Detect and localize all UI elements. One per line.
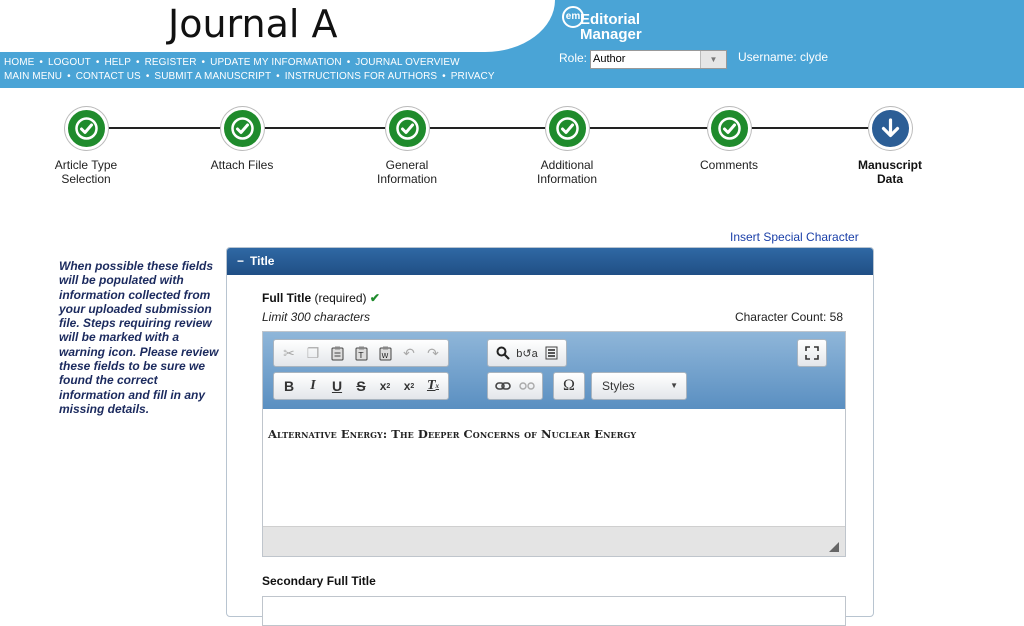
cut-icon[interactable]: ✂: [283, 344, 295, 361]
resize-grip-icon[interactable]: [829, 542, 839, 552]
paste-word-icon[interactable]: [373, 342, 397, 364]
nav-separator: •: [442, 71, 446, 82]
check-icon: [708, 107, 751, 150]
editor-statusbar: [263, 526, 845, 556]
nav-separator: •: [201, 57, 206, 68]
nav-register[interactable]: REGISTER: [144, 57, 197, 68]
arrow-down-icon: [869, 107, 912, 150]
maximize-icon[interactable]: [797, 339, 827, 367]
nav-separator: •: [39, 57, 44, 68]
step-label-line2: Data: [876, 172, 903, 186]
step-label-line1: Comments: [699, 158, 758, 172]
underline-icon[interactable]: U: [331, 378, 343, 394]
side-note: When possible these fields will be populated with information collected from your uploaded submission file. Steps requiring review will be marked with a warning icon. Please review these fields to be sure we found the correct information and fill in any missing details.: [59, 259, 219, 416]
nav-separator: •: [95, 57, 100, 68]
step-label: [502, 158, 632, 186]
find-group: [487, 339, 567, 367]
replace-icon[interactable]: b↺a: [516, 347, 538, 360]
omega-icon[interactable]: Ω: [563, 377, 575, 394]
check-icon: [65, 107, 108, 150]
step-label: [21, 158, 151, 186]
checkmark-icon: ✔: [369, 291, 380, 305]
editor-content-area[interactable]: [263, 409, 845, 526]
check-icon: [546, 107, 589, 150]
nav-privacy[interactable]: PRIVACY: [450, 71, 495, 82]
editorial-manager-logo: [560, 3, 660, 47]
italic-icon[interactable]: I: [310, 378, 316, 393]
em-logo-line2: Manager: [580, 26, 642, 43]
check-icon: [221, 107, 264, 150]
step-label-line1: Attach Files: [210, 158, 274, 172]
chevron-down-icon: ▼: [700, 51, 726, 68]
redo-icon[interactable]: ↷: [427, 344, 439, 361]
nav-instructions[interactable]: INSTRUCTIONS FOR AUTHORS: [284, 71, 438, 82]
select-all-icon[interactable]: [539, 342, 563, 364]
styles-dropdown[interactable]: [591, 372, 687, 400]
paste-icon[interactable]: [325, 342, 349, 364]
step-label: [342, 158, 472, 186]
step-label-line1: General: [385, 158, 429, 172]
format-group: [273, 372, 449, 400]
step-label-line1: Additional: [540, 158, 594, 172]
nav-separator: •: [276, 71, 280, 82]
step-label: [664, 158, 794, 172]
search-icon[interactable]: [491, 342, 515, 364]
nav-help[interactable]: HELP: [104, 57, 131, 68]
nav-home[interactable]: HOME: [4, 57, 35, 68]
nav-separator: •: [67, 71, 71, 82]
bold-icon[interactable]: B: [283, 378, 295, 394]
insert-special-character-link[interactable]: Insert Special Character: [730, 230, 859, 244]
panel-header[interactable]: [227, 248, 873, 275]
username-display: Username: clyde: [738, 50, 829, 64]
special-char-group: [553, 372, 585, 400]
collapse-icon[interactable]: −: [237, 254, 245, 268]
step-label-line2: Information: [536, 172, 598, 186]
step-additional-information[interactable]: [502, 107, 632, 186]
em-logo-text: [580, 12, 642, 42]
superscript-icon[interactable]: x 2: [379, 379, 391, 393]
step-article-type[interactable]: [21, 107, 151, 186]
nav-logout[interactable]: LOGOUT: [48, 57, 91, 68]
nav-separator: •: [145, 71, 150, 82]
styles-label: Styles: [602, 379, 635, 393]
step-label-line2: Selection: [61, 172, 111, 186]
undo-icon[interactable]: ↶: [403, 344, 415, 361]
step-label: [177, 158, 307, 172]
header-bar: [0, 0, 1024, 88]
nav-update-info[interactable]: UPDATE MY INFORMATION: [210, 57, 342, 68]
strikethrough-icon[interactable]: S: [356, 378, 366, 394]
character-count: Character Count: 58: [734, 310, 843, 324]
role-select[interactable]: [590, 50, 727, 69]
title-panel: [226, 247, 874, 617]
check-icon: [386, 107, 429, 150]
svg-text:T: T: [358, 350, 363, 360]
role-label: Role:: [559, 51, 588, 65]
copy-icon[interactable]: ❐: [306, 344, 320, 361]
full-title-content: Alternative Energy: The Deeper Concerns of Nuclear Energy: [268, 427, 637, 441]
nav-contact-us[interactable]: CONTACT US: [75, 71, 141, 82]
step-label: [825, 158, 955, 186]
paste-text-icon[interactable]: [349, 342, 373, 364]
step-label-line1: Manuscript: [857, 158, 922, 172]
panel-title: Title: [250, 254, 275, 268]
em-logo-badge: em: [562, 6, 584, 28]
step-label-line2: Information: [376, 172, 438, 186]
secondary-title-label: Secondary Full Title: [262, 574, 376, 588]
step-general-information[interactable]: [342, 107, 472, 186]
em-logo-line1: Editorial: [580, 11, 641, 28]
journal-title: Journal A: [168, 2, 338, 46]
step-manuscript-data[interactable]: [825, 107, 955, 186]
rich-text-editor: [262, 331, 846, 557]
step-attach-files[interactable]: [177, 107, 307, 172]
required-text: (required): [314, 291, 367, 305]
svg-text:W: W: [381, 351, 388, 360]
full-title-label: [262, 291, 380, 305]
nav-row-2: [4, 70, 495, 84]
link-icon[interactable]: [491, 375, 515, 397]
nav-journal-overview[interactable]: JOURNAL OVERVIEW: [355, 57, 460, 68]
top-nav: [4, 56, 495, 84]
nav-separator: •: [346, 57, 351, 68]
chevron-down-icon: ▼: [670, 381, 678, 390]
step-comments[interactable]: [664, 107, 794, 172]
journal-title-area: [0, 0, 555, 52]
subscript-icon[interactable]: x 2: [403, 379, 415, 393]
role-select-value: Author: [593, 53, 626, 65]
step-label-line1: Article Type: [54, 158, 118, 172]
editor-toolbar: [263, 332, 845, 409]
nav-submit-manuscript[interactable]: SUBMIT A MANUSCRIPT: [154, 71, 272, 82]
limit-text: Limit 300 characters: [262, 310, 371, 324]
secondary-title-input[interactable]: [262, 596, 846, 626]
unlink-icon[interactable]: [515, 375, 539, 397]
link-group: [487, 372, 543, 400]
nav-main-menu[interactable]: MAIN MENU: [4, 71, 63, 82]
clipboard-group: [273, 339, 449, 367]
full-title-label-text: Full Title: [262, 291, 312, 305]
nav-row-1: [4, 56, 495, 70]
remove-format-icon[interactable]: T x: [426, 378, 440, 393]
nav-separator: •: [135, 57, 140, 68]
